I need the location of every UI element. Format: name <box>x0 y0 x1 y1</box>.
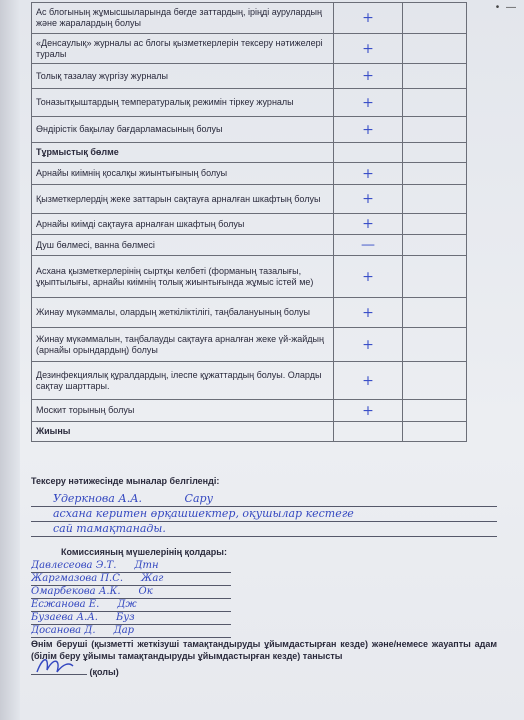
member-signature: Жаг <box>141 573 164 584</box>
footer-note <box>31 638 497 678</box>
member-row <box>31 625 231 638</box>
checklist-item-text: Асхана қызметкерлерінің сыртқы келбеті (форманың тазалығы, ұқыптылығы, арнайы киімнің толық жиынтығында жұмыс істей ме) <box>32 256 334 298</box>
checklist-row <box>32 235 467 256</box>
member-row <box>31 573 231 586</box>
findings-line-1 <box>31 492 497 507</box>
commission-label: Комиссияның мүшелерінің қолдары: <box>61 547 227 557</box>
member-signature: Ок <box>138 586 153 597</box>
section-extra-cell <box>402 422 466 442</box>
checklist-mark: + <box>334 362 403 400</box>
checklist-mark: + <box>334 3 403 34</box>
section-extra-cell <box>402 143 466 163</box>
member-signature: Буз <box>115 612 135 623</box>
member-row <box>31 560 231 573</box>
checklist-extra-cell <box>402 400 466 422</box>
checklist-extra-cell <box>402 328 466 362</box>
checklist-extra-cell <box>402 117 466 143</box>
member-name: Омарбекова А.К. <box>31 586 121 597</box>
checklist-item-text: Душ бөлмесі, ванна бөлмесі <box>32 235 334 256</box>
checklist-row <box>32 185 467 214</box>
checklist-mark: + <box>334 328 403 362</box>
footer-signature-line <box>31 664 87 675</box>
checklist-extra-cell <box>402 64 466 89</box>
checklist-mark: + <box>334 64 403 89</box>
inspector-signature: Сару <box>184 492 213 505</box>
checklist-extra-cell <box>402 89 466 117</box>
checklist-row <box>32 214 467 235</box>
checklist-item-text: Москит торының болуы <box>32 400 334 422</box>
checklist-row <box>32 117 467 143</box>
corner-marks: • — <box>495 2 518 13</box>
checklist-extra-cell <box>402 3 466 34</box>
findings-text-3: сай тамақтанады. <box>53 522 166 535</box>
checklist-mark: + <box>334 298 403 328</box>
section-mark-cell <box>334 143 403 163</box>
page-fold-shadow <box>0 0 20 720</box>
checklist-mark: + <box>334 89 403 117</box>
footer-signature-scribble <box>35 654 75 676</box>
checklist-row <box>32 362 467 400</box>
member-name: Есжанова Е. <box>31 599 100 610</box>
findings-label: Тексеру нәтижесінде мыналар белгіленді: <box>31 476 220 486</box>
findings-section <box>31 476 497 557</box>
checklist-row <box>32 298 467 328</box>
checklist-mark: + <box>334 34 403 64</box>
checklist-row <box>32 3 467 34</box>
checklist-item-text: Тоназытқыштардың температуралық режимін тіркеу журналы <box>32 89 334 117</box>
member-name: Жаргмазова П.С. <box>31 573 124 584</box>
member-row <box>31 612 231 625</box>
checklist-extra-cell <box>402 256 466 298</box>
findings-line-3 <box>31 522 497 537</box>
checklist-mark: + <box>334 185 403 214</box>
member-signature: Дар <box>113 625 135 636</box>
findings-text-1: Удеркнова А.А. <box>53 492 143 505</box>
checklist-item-text: Толық тазалау жүргізу журналы <box>32 64 334 89</box>
checklist-extra-cell <box>402 214 466 235</box>
section-title: Тұрмыстық бөлме <box>32 143 334 163</box>
member-name: Досанова Д. <box>31 625 96 636</box>
checklist-row <box>32 64 467 89</box>
checklist-item-text: Ас блогының жұмысшыларында бөгде заттардың, іріңді аурулардың және жаралардың болуы <box>32 3 334 34</box>
checklist-row <box>32 328 467 362</box>
findings-text-2: асхана керитен өрқашшектер, оқушылар кестеге <box>53 507 354 520</box>
checklist-item-text: Жинау мүкәммалын, таңбалауды сақтауға арналған жеке үй-жайдың (арнайы орындардың) болуы <box>32 328 334 362</box>
checklist-mark: + <box>334 400 403 422</box>
checklist-table <box>31 2 467 442</box>
section-mark-cell <box>334 422 403 442</box>
member-signature: Дтн <box>134 560 159 571</box>
checklist-item-text: Дезинфекциялық құралдардың, ілеспе құжаттардың болуы. Оларды сақтау шарттары. <box>32 362 334 400</box>
checklist-item-text: Арнайы киімнің қосалқы жиынтығының болуы <box>32 163 334 185</box>
checklist-item-text: Арнайы киімді сақтауға арналған шкафтың болуы <box>32 214 334 235</box>
member-name: Давлесеова Э.Т. <box>31 560 117 571</box>
checklist-item-text: Жинау мүкәммалы, олардың жеткіліктілігі, таңбалануының болуы <box>32 298 334 328</box>
section-row <box>32 143 467 163</box>
member-row <box>31 586 231 599</box>
checklist-row <box>32 256 467 298</box>
footer-sign-label: (қолы) <box>89 667 119 677</box>
member-signature: Дж <box>117 599 137 610</box>
checklist-extra-cell <box>402 362 466 400</box>
checklist-extra-cell <box>402 185 466 214</box>
member-name: Бузаева А.А. <box>31 612 98 623</box>
checklist-mark: + <box>334 163 403 185</box>
checklist-item-text: Қызметкерлердің жеке заттарын сақтауға арналған шкафтың болуы <box>32 185 334 214</box>
checklist-mark: + <box>334 117 403 143</box>
checklist-row <box>32 34 467 64</box>
checklist-row <box>32 163 467 185</box>
checklist-mark: + <box>334 256 403 298</box>
checklist-mark: — <box>334 235 403 256</box>
section-row <box>32 422 467 442</box>
checklist-extra-cell <box>402 163 466 185</box>
checklist-item-text: Өндірістік бақылау бағдарламасының болуы <box>32 117 334 143</box>
footer-text: Өнім беруші (қызметті жеткізуші тамақтандыруды ұйымдастырған кезде) және/немесе жауапты адам (білім беру ұйымы тамақтандыруды ұйымдастырған кезде) танысты <box>31 639 497 661</box>
checklist-extra-cell <box>402 34 466 64</box>
checklist-mark: + <box>334 214 403 235</box>
checklist-row <box>32 400 467 422</box>
checklist-item-text: «Денсаулық» журналы ас блогы қызметкерлерін тексеру нәтижелері туралы <box>32 34 334 64</box>
member-row <box>31 599 231 612</box>
section-title: Жиыны <box>32 422 334 442</box>
members-list <box>31 560 231 638</box>
findings-line-2 <box>31 507 497 522</box>
checklist-row <box>32 89 467 117</box>
checklist-extra-cell <box>402 235 466 256</box>
checklist-extra-cell <box>402 298 466 328</box>
